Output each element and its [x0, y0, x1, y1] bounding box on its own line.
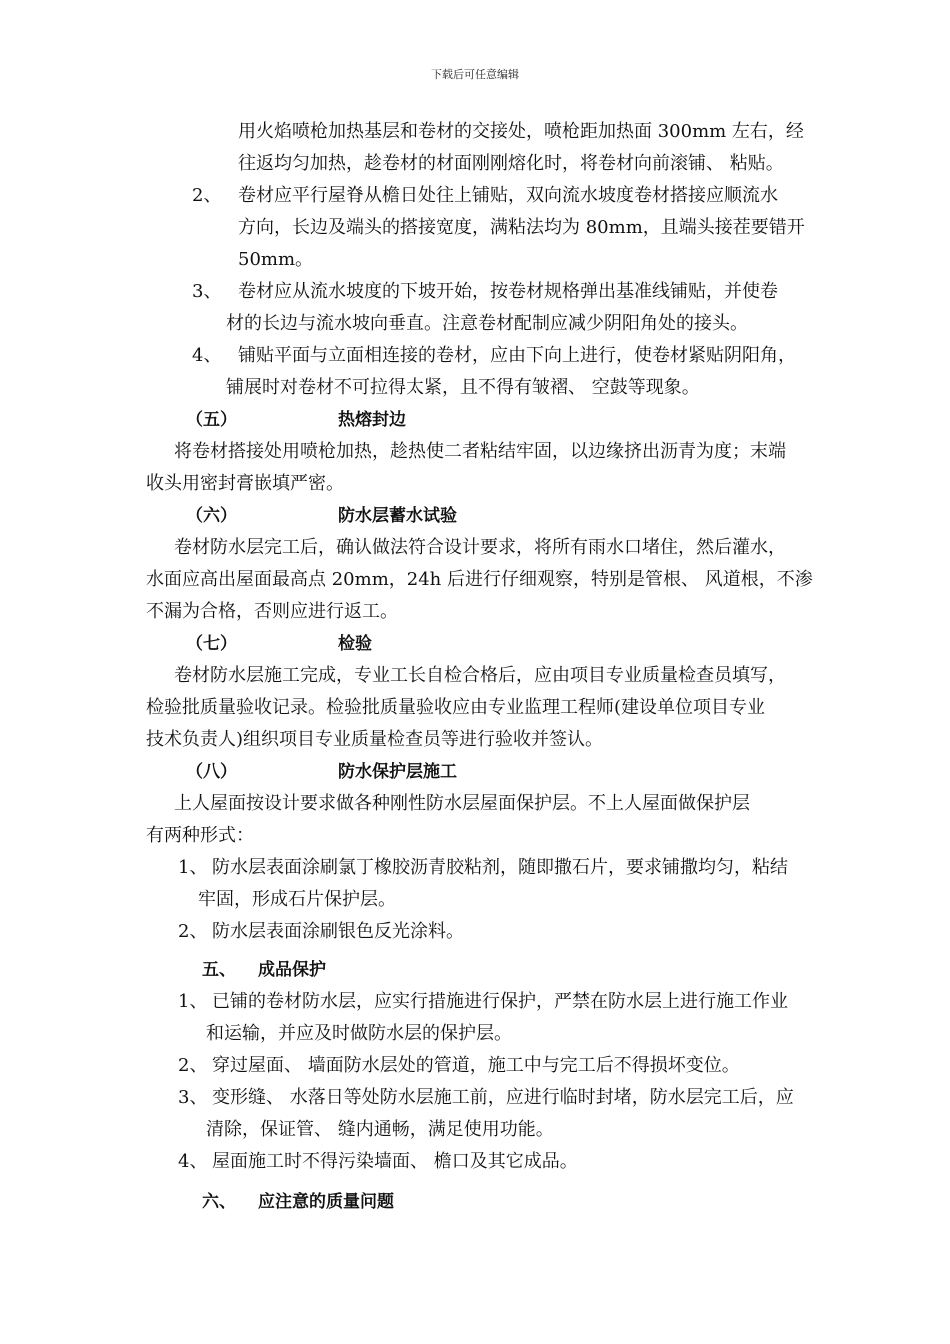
paragraph-line: 防水层表面涂刷氯丁橡胶沥青胶粘剂，随即撒石片，要求铺撒均匀，粘结 [212, 857, 788, 878]
paragraph-line: 屋面施工时不得污染墙面、 檐口及其它成品。 [212, 1151, 578, 1172]
list-item [146, 276, 812, 340]
section-title: 防水层蓄水试验 [338, 506, 457, 526]
list-number: 4、 [192, 345, 222, 366]
list-item [146, 986, 812, 1050]
list-item [146, 116, 812, 180]
document-body [146, 116, 812, 1218]
section-number: 五、 [202, 960, 236, 980]
section-heading [146, 756, 812, 788]
paragraph-line: 收头用密封膏嵌填严密。 [146, 473, 344, 494]
section-number: （七） [186, 634, 237, 654]
page-header: 下载后可任意编辑 [431, 68, 519, 81]
section-number: （五） [186, 410, 237, 430]
list-item [146, 340, 812, 404]
paragraph-line: 上人屋面按设计要求做各种刚性防水层屋面保护层。不上人屋面做保护层 [174, 793, 750, 814]
section-number: 六、 [202, 1192, 236, 1212]
section-title: 热熔封边 [338, 410, 406, 430]
section-heading [146, 500, 812, 532]
paragraph-line: 方向，长边及端头的搭接宽度，满粘法均为 80mm，且端头接茬要错开 [238, 217, 805, 238]
paragraph-line: 卷材应平行屋脊从檐日处往上铺贴，双向流水坡度卷材搭接应顺流水 [238, 185, 778, 206]
section-title: 成品保护 [258, 960, 326, 980]
list-number: 4、 [178, 1151, 208, 1172]
section-title: 防水保护层施工 [338, 762, 457, 782]
list-item [146, 916, 812, 948]
paragraph-line: 技术负责人)组织项目专业质量检查员等进行验收并签认。 [146, 729, 604, 750]
paragraph-line: 检验批质量验收记录。检验批质量验收应由专业监理工程师(建设单位项目专业 [146, 697, 766, 718]
paragraph-line: 卷材防水层完工后，确认做法符合设计要求，将所有雨水口堵住，然后灌水， [174, 537, 786, 558]
list-item [146, 1082, 812, 1146]
paragraph-line: 牢固，形成石片保护层。 [198, 889, 396, 910]
paragraph-line: 卷材防水层施工完成，专业工长自检合格后，应由项目专业质量检查员填写， [174, 665, 786, 686]
section-heading [146, 954, 812, 986]
paragraph-line: 铺贴平面与立面相连接的卷材，应由下向上进行，使卷材紧贴阴阳角， [238, 345, 796, 366]
paragraph-line: 不漏为合格，否则应进行返工。 [146, 601, 398, 622]
paragraph-line: 已铺的卷材防水层，应实行措施进行保护，严禁在防水层上进行施工作业 [212, 991, 788, 1012]
list-number: 2、 [178, 921, 208, 942]
section-title: 检验 [338, 634, 372, 654]
list-number: 3、 [192, 281, 222, 302]
paragraph-line: 铺展时对卷材不可拉得太紧，且不得有皱褶、 空鼓等现象。 [226, 377, 700, 398]
paragraph-line: 穿过屋面、 墙面防水层处的管道，施工中与完工后不得损坏变位。 [212, 1055, 740, 1076]
list-number: 1、 [178, 857, 208, 878]
paragraph-line: 有两种形式： [146, 825, 254, 846]
list-item [146, 1050, 812, 1082]
paragraph-line: 材的长边与流水坡向垂直。注意卷材配制应减少阴阳角处的接头。 [226, 313, 748, 334]
paragraph-line: 50mm。 [238, 249, 314, 270]
list-number: 1、 [178, 991, 208, 1012]
paragraph-line: 防水层表面涂刷银色反光涂料。 [212, 921, 464, 942]
paragraph-line: 和运输，并应及时做防水层的保护层。 [206, 1023, 512, 1044]
paragraph-line: 将卷材搭接处用喷枪加热，趁热使二者粘结牢固，以边缘挤出沥青为度；末端 [174, 441, 786, 462]
paragraph-line: 卷材应从流水坡度的下坡开始，按卷材规格弹出基准线铺贴，并使卷 [238, 281, 778, 302]
section-title: 应注意的质量问题 [258, 1192, 394, 1212]
section-number: （六） [186, 506, 237, 526]
section-heading [146, 404, 812, 436]
list-number: 3、 [178, 1087, 208, 1108]
paragraph-line: 水面应高出屋面最高点 20mm，24h 后进行仔细观察，特别是管根、 风道根，不渗 [146, 569, 813, 590]
section-heading [146, 628, 812, 660]
paragraph-line: 往返均匀加热，趁卷材的材面刚刚熔化时，将卷材向前滚铺、 粘贴。 [238, 153, 784, 174]
section-number: （八） [186, 762, 237, 782]
list-number: 2、 [178, 1055, 208, 1076]
list-item [146, 180, 812, 276]
list-number: 2、 [192, 185, 222, 206]
paragraph-line: 用火焰喷枪加热基层和卷材的交接处，喷枪距加热面 300mm 左右，经 [238, 121, 804, 142]
section-heading [146, 1186, 812, 1218]
paragraph-line: 清除，保证管、 缝内通畅，满足使用功能。 [206, 1119, 554, 1140]
paragraph-line: 变形缝、 水落日等处防水层施工前，应进行临时封堵，防水层完工后，应 [212, 1087, 794, 1108]
list-item [146, 1146, 812, 1178]
list-item [146, 852, 812, 916]
